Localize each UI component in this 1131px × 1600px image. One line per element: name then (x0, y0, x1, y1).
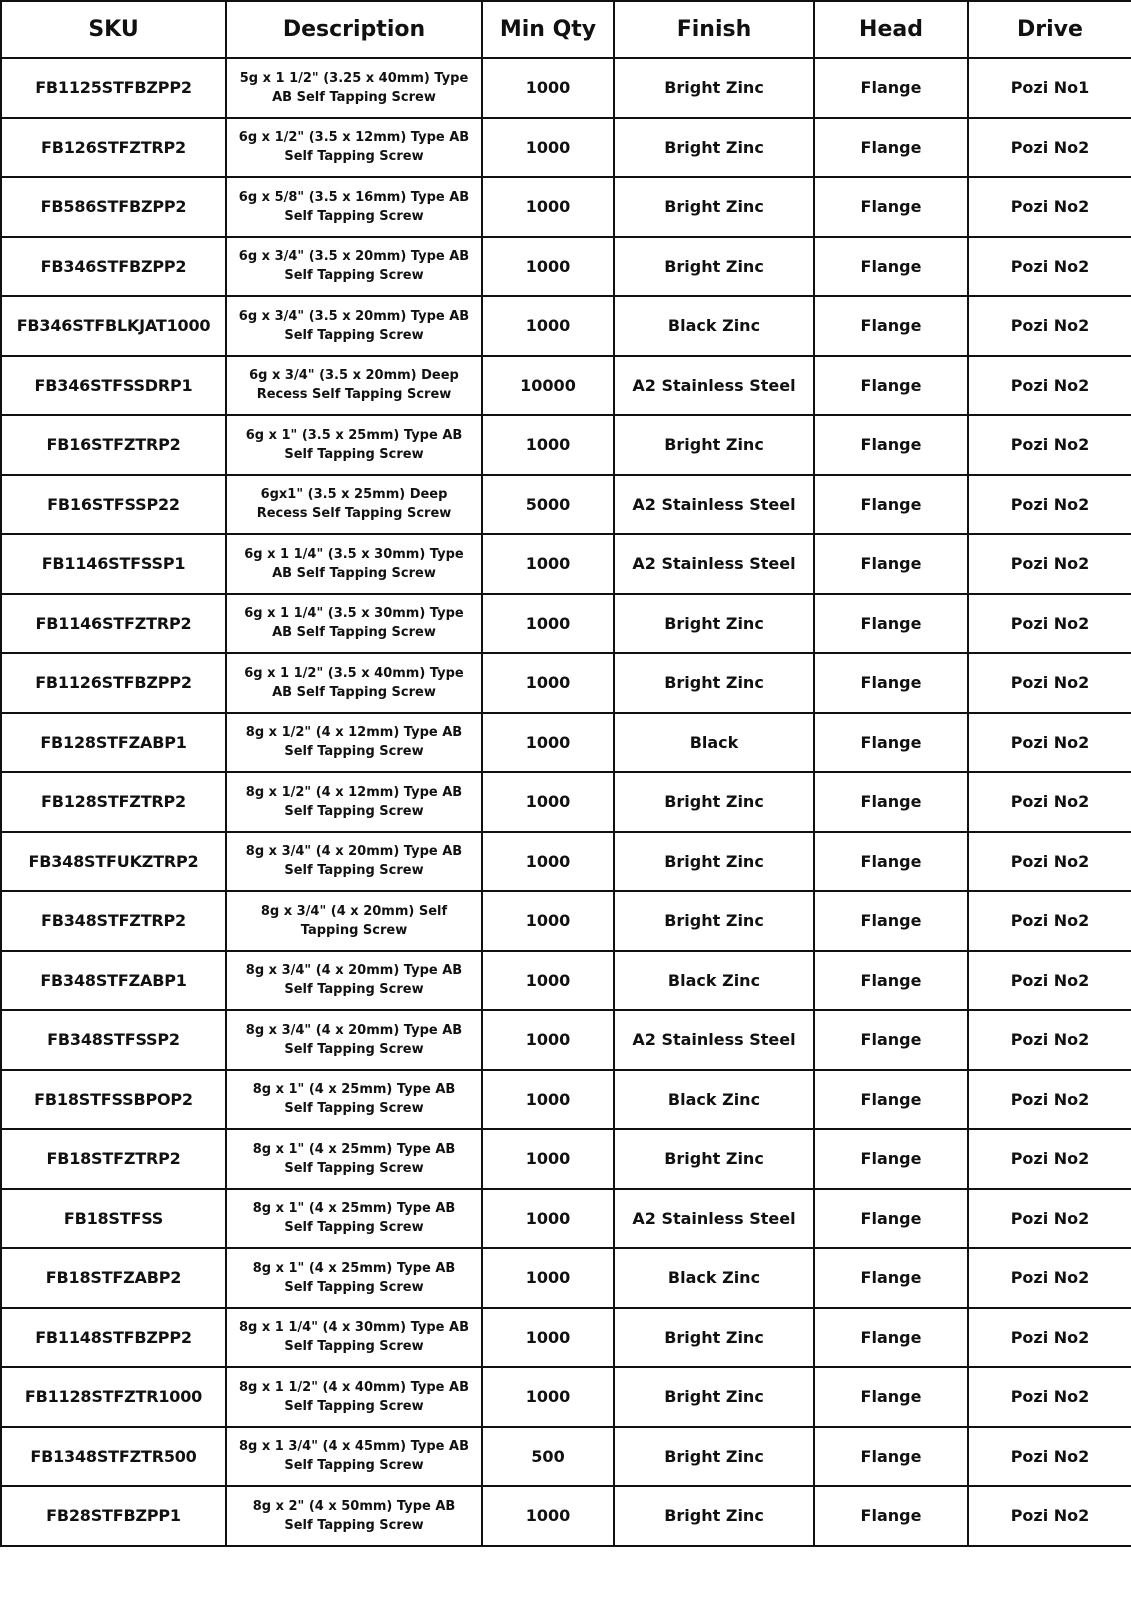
sku-cell: FB18STFSSBPOP2 (1, 1070, 226, 1130)
table-row (1, 356, 1131, 416)
description-cell: 6g x 5/8" (3.5 x 16mm) Type AB Self Tapping Screw (226, 177, 482, 237)
finish-cell: A2 Stainless Steel (614, 1189, 814, 1249)
finish-cell: Bright Zinc (614, 772, 814, 832)
drive-cell: Pozi No2 (968, 1308, 1131, 1368)
finish-cell: Black Zinc (614, 1070, 814, 1130)
description-cell: 6g x 3/4" (3.5 x 20mm) Type AB Self Tapping Screw (226, 296, 482, 356)
head-cell: Flange (814, 951, 968, 1011)
head-cell: Flange (814, 415, 968, 475)
min-qty-cell: 5000 (482, 475, 614, 535)
header-row (1, 1, 1131, 58)
table-row (1, 118, 1131, 178)
table-row (1, 653, 1131, 713)
min-qty-cell: 1000 (482, 1189, 614, 1249)
head-cell: Flange (814, 891, 968, 951)
table-row (1, 1129, 1131, 1189)
head-cell: Flange (814, 1010, 968, 1070)
table-row (1, 1486, 1131, 1546)
drive-cell: Pozi No2 (968, 1367, 1131, 1427)
sku-cell: FB346STFBLKJAT1000 (1, 296, 226, 356)
table-row (1, 594, 1131, 654)
sku-cell: FB1125STFBZPP2 (1, 58, 226, 118)
sku-cell: FB18STFZTRP2 (1, 1129, 226, 1189)
finish-cell: Bright Zinc (614, 1427, 814, 1487)
finish-cell: Bright Zinc (614, 58, 814, 118)
table-row (1, 58, 1131, 118)
min-qty-cell: 1000 (482, 237, 614, 297)
head-cell: Flange (814, 653, 968, 713)
table-row (1, 1070, 1131, 1130)
description-cell: 8g x 3/4" (4 x 20mm) Type AB Self Tapping Screw (226, 1010, 482, 1070)
head-cell: Flange (814, 237, 968, 297)
drive-cell: Pozi No1 (968, 58, 1131, 118)
description-cell: 6g x 3/4" (3.5 x 20mm) Type AB Self Tapping Screw (226, 237, 482, 297)
description-cell: 8g x 1" (4 x 25mm) Type AB Self Tapping Screw (226, 1070, 482, 1130)
drive-cell: Pozi No2 (968, 534, 1131, 594)
head-cell: Flange (814, 58, 968, 118)
header-sku: SKU (1, 1, 226, 58)
finish-cell: A2 Stainless Steel (614, 475, 814, 535)
drive-cell: Pozi No2 (968, 475, 1131, 535)
table-row (1, 415, 1131, 475)
description-cell: 8g x 1/2" (4 x 12mm) Type AB Self Tapping Screw (226, 713, 482, 773)
table-row (1, 1427, 1131, 1487)
min-qty-cell: 1000 (482, 891, 614, 951)
head-cell: Flange (814, 594, 968, 654)
head-cell: Flange (814, 713, 968, 773)
table-row (1, 891, 1131, 951)
drive-cell: Pozi No2 (968, 1248, 1131, 1308)
header-description: Description (226, 1, 482, 58)
head-cell: Flange (814, 1367, 968, 1427)
description-cell: 6g x 1/2" (3.5 x 12mm) Type AB Self Tapping Screw (226, 118, 482, 178)
description-cell: 8g x 1" (4 x 25mm) Type AB Self Tapping Screw (226, 1129, 482, 1189)
drive-cell: Pozi No2 (968, 177, 1131, 237)
finish-cell: Bright Zinc (614, 237, 814, 297)
finish-cell: Black (614, 713, 814, 773)
finish-cell: Bright Zinc (614, 891, 814, 951)
head-cell: Flange (814, 1427, 968, 1487)
table-row (1, 1010, 1131, 1070)
drive-cell: Pozi No2 (968, 1427, 1131, 1487)
finish-cell: A2 Stainless Steel (614, 534, 814, 594)
min-qty-cell: 1000 (482, 177, 614, 237)
min-qty-cell: 1000 (482, 1010, 614, 1070)
header-min-qty: Min Qty (482, 1, 614, 58)
finish-cell: Black Zinc (614, 296, 814, 356)
head-cell: Flange (814, 1248, 968, 1308)
table-row (1, 951, 1131, 1011)
table-row (1, 1367, 1131, 1427)
description-cell: 8g x 3/4" (4 x 20mm) Type AB Self Tapping Screw (226, 951, 482, 1011)
min-qty-cell: 1000 (482, 1486, 614, 1546)
sku-cell: FB18STFZABP2 (1, 1248, 226, 1308)
drive-cell: Pozi No2 (968, 1070, 1131, 1130)
min-qty-cell: 1000 (482, 1129, 614, 1189)
min-qty-cell: 1000 (482, 296, 614, 356)
head-cell: Flange (814, 1189, 968, 1249)
min-qty-cell: 1000 (482, 594, 614, 654)
table-row (1, 475, 1131, 535)
sku-cell: FB16STFSSP22 (1, 475, 226, 535)
finish-cell: Bright Zinc (614, 415, 814, 475)
finish-cell: Bright Zinc (614, 653, 814, 713)
sku-cell: FB346STFBZPP2 (1, 237, 226, 297)
table-row (1, 772, 1131, 832)
sku-cell: FB348STFZTRP2 (1, 891, 226, 951)
finish-cell: Bright Zinc (614, 177, 814, 237)
head-cell: Flange (814, 1308, 968, 1368)
min-qty-cell: 500 (482, 1427, 614, 1487)
table-body (1, 58, 1131, 1546)
drive-cell: Pozi No2 (968, 772, 1131, 832)
sku-cell: FB16STFZTRP2 (1, 415, 226, 475)
table-row (1, 713, 1131, 773)
drive-cell: Pozi No2 (968, 713, 1131, 773)
head-cell: Flange (814, 772, 968, 832)
head-cell: Flange (814, 534, 968, 594)
min-qty-cell: 1000 (482, 653, 614, 713)
min-qty-cell: 1000 (482, 951, 614, 1011)
head-cell: Flange (814, 356, 968, 416)
drive-cell: Pozi No2 (968, 118, 1131, 178)
sku-cell: FB126STFZTRP2 (1, 118, 226, 178)
finish-cell: A2 Stainless Steel (614, 356, 814, 416)
min-qty-cell: 1000 (482, 534, 614, 594)
min-qty-cell: 1000 (482, 415, 614, 475)
sku-cell: FB28STFBZPP1 (1, 1486, 226, 1546)
min-qty-cell: 1000 (482, 118, 614, 178)
sku-cell: FB1348STFZTR500 (1, 1427, 226, 1487)
min-qty-cell: 1000 (482, 1070, 614, 1130)
description-cell: 8g x 1 1/4" (4 x 30mm) Type AB Self Tapping Screw (226, 1308, 482, 1368)
sku-cell: FB586STFBZPP2 (1, 177, 226, 237)
drive-cell: Pozi No2 (968, 1129, 1131, 1189)
min-qty-cell: 10000 (482, 356, 614, 416)
finish-cell: Bright Zinc (614, 118, 814, 178)
description-cell: 6g x 1 1/4" (3.5 x 30mm) Type AB Self Tapping Screw (226, 594, 482, 654)
finish-cell: Black Zinc (614, 1248, 814, 1308)
head-cell: Flange (814, 1129, 968, 1189)
table-row (1, 1308, 1131, 1368)
min-qty-cell: 1000 (482, 58, 614, 118)
table-header (1, 1, 1131, 58)
table-row (1, 832, 1131, 892)
finish-cell: Bright Zinc (614, 1486, 814, 1546)
finish-cell: Bright Zinc (614, 832, 814, 892)
head-cell: Flange (814, 1486, 968, 1546)
head-cell: Flange (814, 296, 968, 356)
drive-cell: Pozi No2 (968, 891, 1131, 951)
table-row (1, 237, 1131, 297)
drive-cell: Pozi No2 (968, 832, 1131, 892)
table-row (1, 177, 1131, 237)
description-cell: 8g x 2" (4 x 50mm) Type AB Self Tapping Screw (226, 1486, 482, 1546)
min-qty-cell: 1000 (482, 1248, 614, 1308)
description-cell: 5g x 1 1/2" (3.25 x 40mm) Type AB Self Tapping Screw (226, 58, 482, 118)
head-cell: Flange (814, 475, 968, 535)
finish-cell: Bright Zinc (614, 594, 814, 654)
sku-cell: FB128STFZABP1 (1, 713, 226, 773)
min-qty-cell: 1000 (482, 772, 614, 832)
sku-cell: FB1146STFSSP1 (1, 534, 226, 594)
sku-cell: FB348STFUKZTRP2 (1, 832, 226, 892)
description-cell: 6g x 1 1/4" (3.5 x 30mm) Type AB Self Tapping Screw (226, 534, 482, 594)
finish-cell: Bright Zinc (614, 1367, 814, 1427)
min-qty-cell: 1000 (482, 1308, 614, 1368)
finish-cell: A2 Stainless Steel (614, 1010, 814, 1070)
drive-cell: Pozi No2 (968, 951, 1131, 1011)
description-cell: 8g x 3/4" (4 x 20mm) Self Tapping Screw (226, 891, 482, 951)
description-cell: 6g x 1 1/2" (3.5 x 40mm) Type AB Self Tapping Screw (226, 653, 482, 713)
sku-cell: FB1126STFBZPP2 (1, 653, 226, 713)
drive-cell: Pozi No2 (968, 1189, 1131, 1249)
sku-cell: FB1148STFBZPP2 (1, 1308, 226, 1368)
head-cell: Flange (814, 118, 968, 178)
sku-cell: FB18STFSS (1, 1189, 226, 1249)
description-cell: 6gx1" (3.5 x 25mm) Deep Recess Self Tapping Screw (226, 475, 482, 535)
drive-cell: Pozi No2 (968, 594, 1131, 654)
finish-cell: Bright Zinc (614, 1308, 814, 1368)
sku-cell: FB346STFSSDRP1 (1, 356, 226, 416)
finish-cell: Black Zinc (614, 951, 814, 1011)
description-cell: 8g x 1 1/2" (4 x 40mm) Type AB Self Tapping Screw (226, 1367, 482, 1427)
min-qty-cell: 1000 (482, 1367, 614, 1427)
head-cell: Flange (814, 1070, 968, 1130)
description-cell: 6g x 1" (3.5 x 25mm) Type AB Self Tapping Screw (226, 415, 482, 475)
header-head: Head (814, 1, 968, 58)
min-qty-cell: 1000 (482, 713, 614, 773)
sku-cell: FB1146STFZTRP2 (1, 594, 226, 654)
table-row (1, 296, 1131, 356)
table-row (1, 534, 1131, 594)
min-qty-cell: 1000 (482, 832, 614, 892)
sku-cell: FB348STFZABP1 (1, 951, 226, 1011)
drive-cell: Pozi No2 (968, 415, 1131, 475)
sku-cell: FB348STFSSP2 (1, 1010, 226, 1070)
description-cell: 8g x 1/2" (4 x 12mm) Type AB Self Tapping Screw (226, 772, 482, 832)
description-cell: 8g x 1" (4 x 25mm) Type AB Self Tapping Screw (226, 1189, 482, 1249)
finish-cell: Bright Zinc (614, 1129, 814, 1189)
description-cell: 8g x 3/4" (4 x 20mm) Type AB Self Tapping Screw (226, 832, 482, 892)
description-cell: 6g x 3/4" (3.5 x 20mm) Deep Recess Self Tapping Screw (226, 356, 482, 416)
drive-cell: Pozi No2 (968, 1010, 1131, 1070)
head-cell: Flange (814, 177, 968, 237)
header-drive: Drive (968, 1, 1131, 58)
drive-cell: Pozi No2 (968, 296, 1131, 356)
drive-cell: Pozi No2 (968, 653, 1131, 713)
description-cell: 8g x 1 3/4" (4 x 45mm) Type AB Self Tapping Screw (226, 1427, 482, 1487)
drive-cell: Pozi No2 (968, 1486, 1131, 1546)
sku-cell: FB128STFZTRP2 (1, 772, 226, 832)
drive-cell: Pozi No2 (968, 356, 1131, 416)
drive-cell: Pozi No2 (968, 237, 1131, 297)
sku-cell: FB1128STFZTR1000 (1, 1367, 226, 1427)
description-cell: 8g x 1" (4 x 25mm) Type AB Self Tapping Screw (226, 1248, 482, 1308)
table-row (1, 1248, 1131, 1308)
head-cell: Flange (814, 832, 968, 892)
table-row (1, 1189, 1131, 1249)
header-finish: Finish (614, 1, 814, 58)
